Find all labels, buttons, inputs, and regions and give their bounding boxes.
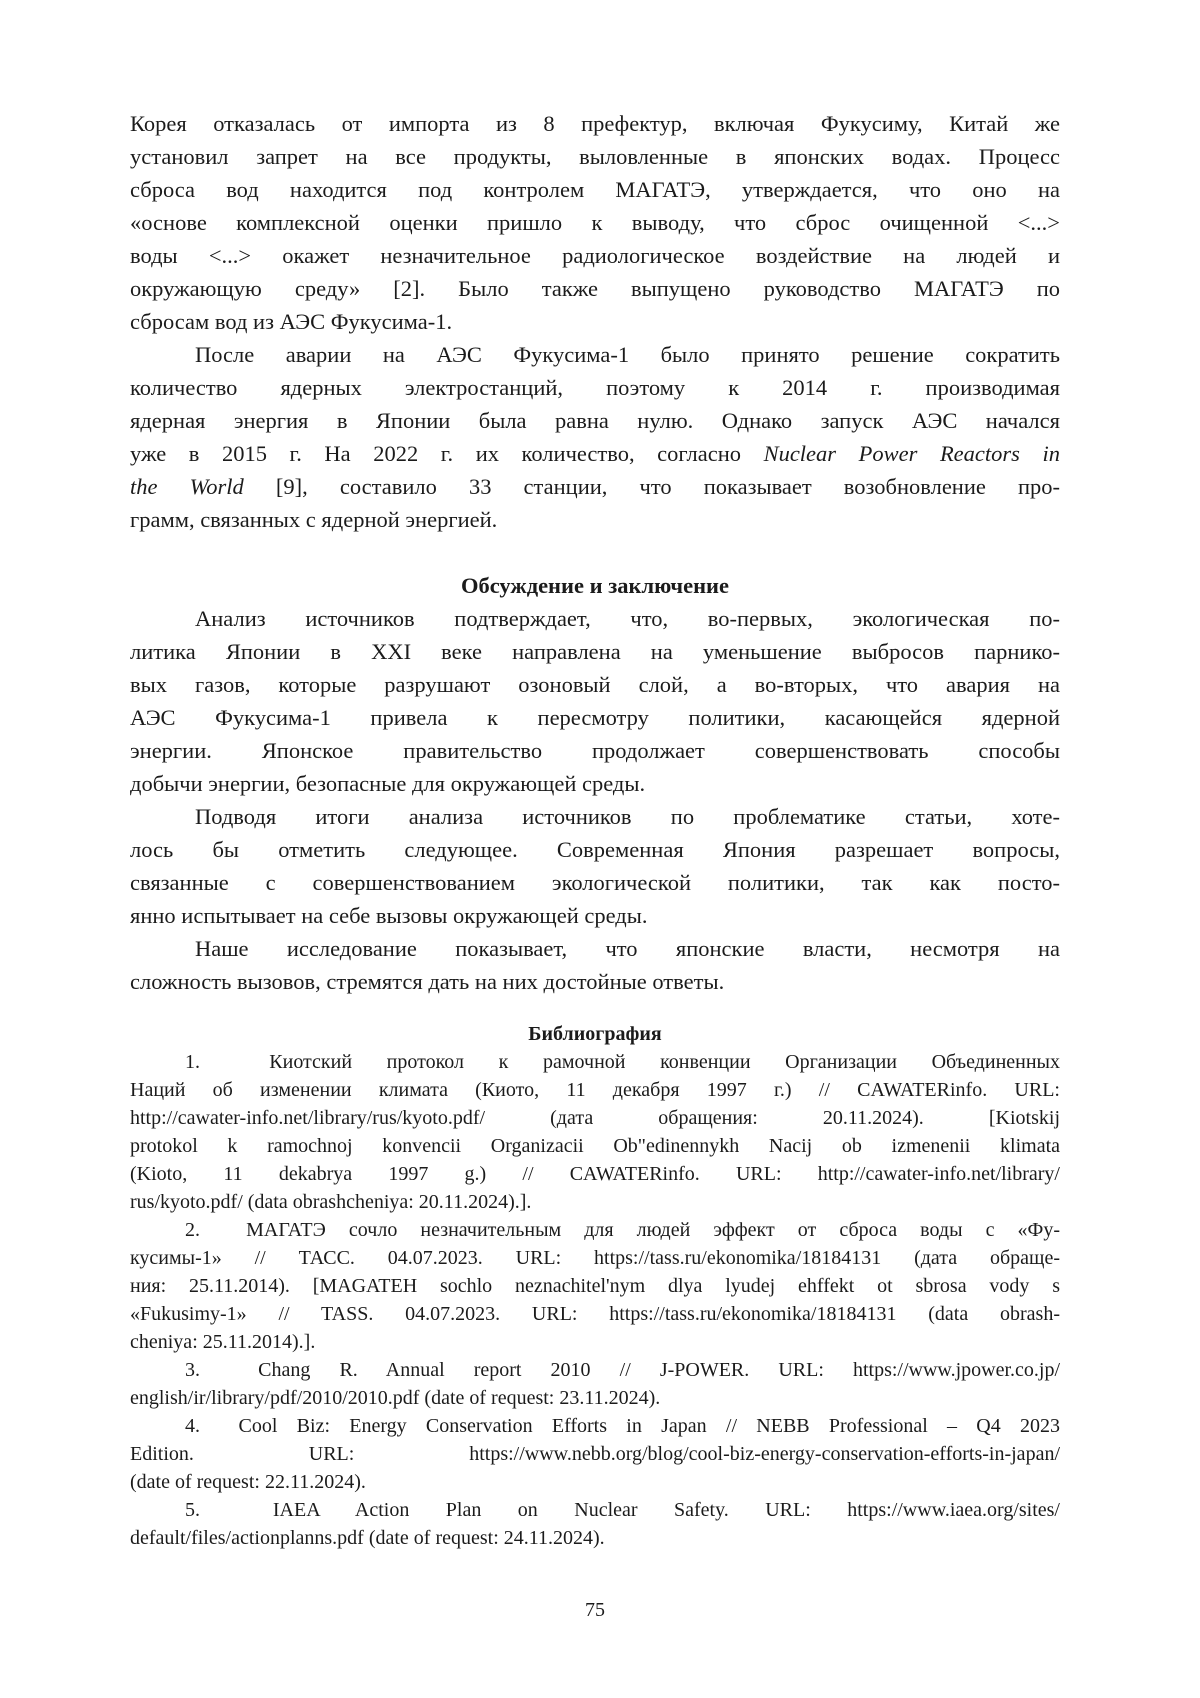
bibliography-item: [130, 1048, 1060, 1216]
text-line: [130, 470, 1060, 503]
paragraph: [130, 107, 1060, 338]
text-line: янно испытывает на себе вызовы окружающей среды.: [130, 903, 648, 928]
text-line: сложность вызовов, стремятся дать на них достойные ответы.: [130, 969, 725, 994]
text-line: cheniya: 25.11.2014).].: [130, 1331, 316, 1353]
paragraph: [130, 800, 1060, 932]
text-line: литика Японии в XXI веке направлена на уменьшение выбросов парнико-: [130, 639, 1060, 664]
text-line: Анализ источников подтверждает, что, во-первых, экологическая по-: [195, 606, 1060, 631]
bibliography-item: [130, 1496, 1060, 1552]
text-segment: уже в 2015 г. На 2022 г. их количество, согласно: [130, 441, 764, 466]
text-line: 3. Chang R. Annual report 2010 // J-POWER. URL: https://www.jpower.co.jp/: [185, 1359, 1060, 1381]
text-line: АЭС Фукусима-1 привела к пересмотру политики, касающейся ядерной: [130, 705, 1060, 730]
text-line: [130, 437, 1060, 470]
text-line: связанные с совершенствованием экологической политики, так как посто-: [130, 870, 1060, 895]
text-line: энергии. Японское правительство продолжает совершенствовать способы: [130, 738, 1060, 763]
section-heading: Обсуждение и заключение: [460, 573, 729, 598]
text-line: добычи энергии, безопасные для окружающей среды.: [130, 771, 646, 796]
text-line: лось бы отметить следующее. Современная Япония разрешает вопросы,: [130, 837, 1060, 862]
text-line: http://cawater-info.net/library/rus/kyoto.pdf/ (дата обращения: 20.11.2024). [Kiotskij: [130, 1107, 1060, 1129]
text-line: rus/kyoto.pdf/ (data obrashcheniya: 20.11.2024).].: [130, 1191, 532, 1213]
text-line: Подводя итоги анализа источников по проблематике статьи, хоте-: [195, 804, 1060, 829]
text-line: установил запрет на все продукты, выловленные в японских водах. Процесс: [130, 144, 1060, 169]
text-line: воды <...> окажет незначительное радиологическое воздействие на людей и: [130, 243, 1060, 268]
bibliography-item: [130, 1412, 1060, 1496]
text-line: Edition. URL: https://www.nebb.org/blog/cool-biz-energy-conservation-efforts-in-japan/: [130, 1443, 1060, 1465]
text-line: Корея отказалась от импорта из 8 префектур, включая Фукусиму, Китай же: [130, 111, 1060, 136]
text-line: protokol k ramochnoj konvencii Organizacii Ob"edinennykh Nacij ob izmenenii klimata: [130, 1135, 1060, 1157]
italic-text: the World: [130, 474, 244, 499]
document-body: [130, 107, 1060, 1552]
text-segment: [9], составило 33 станции, что показывает возобновление про-: [243, 474, 1060, 499]
text-line: english/ir/library/pdf/2010/2010.pdf (date of request: 23.11.2024).: [130, 1387, 661, 1409]
text-line: сбросам вод из АЭС Фукусима-1.: [130, 309, 453, 334]
paragraph: [130, 602, 1060, 800]
text-line: Наций об изменении климата (Киото, 11 декабря 1997 г.) // CAWATERinfo. URL:: [130, 1079, 1060, 1101]
text-line: «основе комплексной оценки пришло к выводу, что сброс очищенной <...>: [130, 210, 1060, 235]
text-line: Наше исследование показывает, что японские власти, несмотря на: [195, 936, 1060, 961]
bibliography-item: [130, 1356, 1060, 1412]
text-line: количество ядерных электростанций, поэтому к 2014 г. производимая: [130, 375, 1060, 400]
bibliography-item: [130, 1216, 1060, 1356]
text-line: кусимы-1» // ТАСС. 04.07.2023. URL: https://tass.ru/ekonomika/18184131 (дата обраще-: [130, 1247, 1060, 1269]
text-line: После аварии на АЭС Фукусима-1 было принято решение сократить: [195, 342, 1060, 367]
text-line: 2. МАГАТЭ сочло незначительным для людей эффект от сброса воды с «Фу-: [185, 1219, 1060, 1241]
bibliography-heading: Библиография: [528, 1023, 662, 1045]
text-line: (date of request: 22.11.2024).: [130, 1471, 366, 1493]
text-line: окружающую среду» [2]. Было также выпущено руководство МАГАТЭ по: [130, 276, 1060, 301]
text-line: default/files/actionplanns.pdf (date of request: 24.11.2024).: [130, 1527, 605, 1549]
page-number: 75: [585, 1599, 605, 1621]
text-line: ядерная энергия в Японии была равна нулю. Однако запуск АЭС начался: [130, 408, 1060, 433]
text-line: 5. IAEA Action Plan on Nuclear Safety. URL: https://www.iaea.org/sites/: [185, 1499, 1060, 1521]
text-line: 1. Киотский протокол к рамочной конвенции Организации Объединенных: [185, 1051, 1060, 1073]
text-line: вых газов, которые разрушают озоновый слой, а во-вторых, что авария на: [130, 672, 1060, 697]
italic-text: Nuclear Power Reactors in: [763, 441, 1060, 466]
text-line: 4. Cool Biz: Energy Conservation Efforts in Japan // NEBB Professional – Q4 2023: [185, 1415, 1060, 1437]
text-line: (Kioto, 11 dekabrya 1997 g.) // CAWATERinfo. URL: http://cawater-info.net/library/: [130, 1163, 1060, 1185]
text-line: сброса вод находится под контролем МАГАТЭ, утверждается, что оно на: [130, 177, 1060, 202]
paragraph: [130, 338, 1060, 536]
paragraph: [130, 932, 1060, 998]
text-line: грамм, связанных с ядерной энергией.: [130, 507, 498, 532]
text-line: «Fukusimy-1» // TASS. 04.07.2023. URL: https://tass.ru/ekonomika/18184131 (data obrash-: [130, 1303, 1060, 1325]
text-line: ния: 25.11.2014). [MAGATEH sochlo neznachitel'nym dlya lyudej ehffekt ot sbrosa vody s: [130, 1275, 1060, 1297]
